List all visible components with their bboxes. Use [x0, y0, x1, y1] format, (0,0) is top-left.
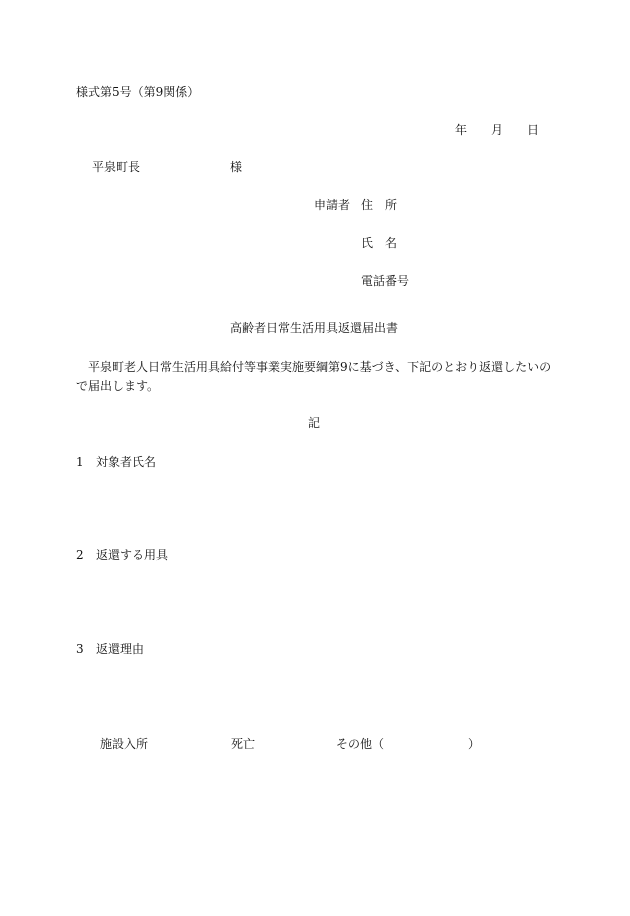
item-label: 対象者氏名	[96, 455, 157, 469]
recipient-name: 平泉町長	[92, 160, 141, 174]
item-subject-name	[76, 456, 156, 468]
reason-other-suffix: ）	[468, 737, 481, 751]
recipient-honorific: 様	[230, 160, 243, 174]
date-day-label: 日	[527, 123, 540, 137]
name-label: 氏名	[361, 236, 410, 250]
item-return-reason	[76, 643, 144, 655]
date-month-label: 月	[491, 123, 504, 137]
item-number: 1	[76, 455, 84, 469]
address-label: 住所	[361, 198, 410, 212]
reason-other-prefix: その他（	[336, 737, 385, 751]
item-returned-equipment	[76, 549, 168, 561]
applicant-label: 申請者	[314, 198, 351, 212]
reason-option-other	[336, 738, 480, 750]
item-label: 返還する用具	[96, 548, 169, 562]
reason-option-death: 死亡	[231, 737, 256, 751]
date-line	[455, 124, 539, 136]
date-year-label: 年	[455, 123, 468, 137]
document-title: 高齢者日常生活用具返還届出書	[230, 321, 399, 335]
reason-option-facility: 施設入所	[100, 737, 149, 751]
recipient-line	[92, 160, 243, 174]
item-number: 3	[76, 642, 84, 656]
ki-heading: 記	[308, 416, 321, 430]
phone-label: 電話番号	[361, 274, 410, 288]
form-number: 様式第5号（第9関係）	[76, 85, 200, 99]
item-label: 返還理由	[96, 642, 145, 656]
body-paragraph: 平泉町老人日常生活用具給付等事業実施要綱第9に基づき、下記のとおり返還したいので届出します。	[76, 360, 552, 393]
item-number: 2	[76, 548, 84, 562]
